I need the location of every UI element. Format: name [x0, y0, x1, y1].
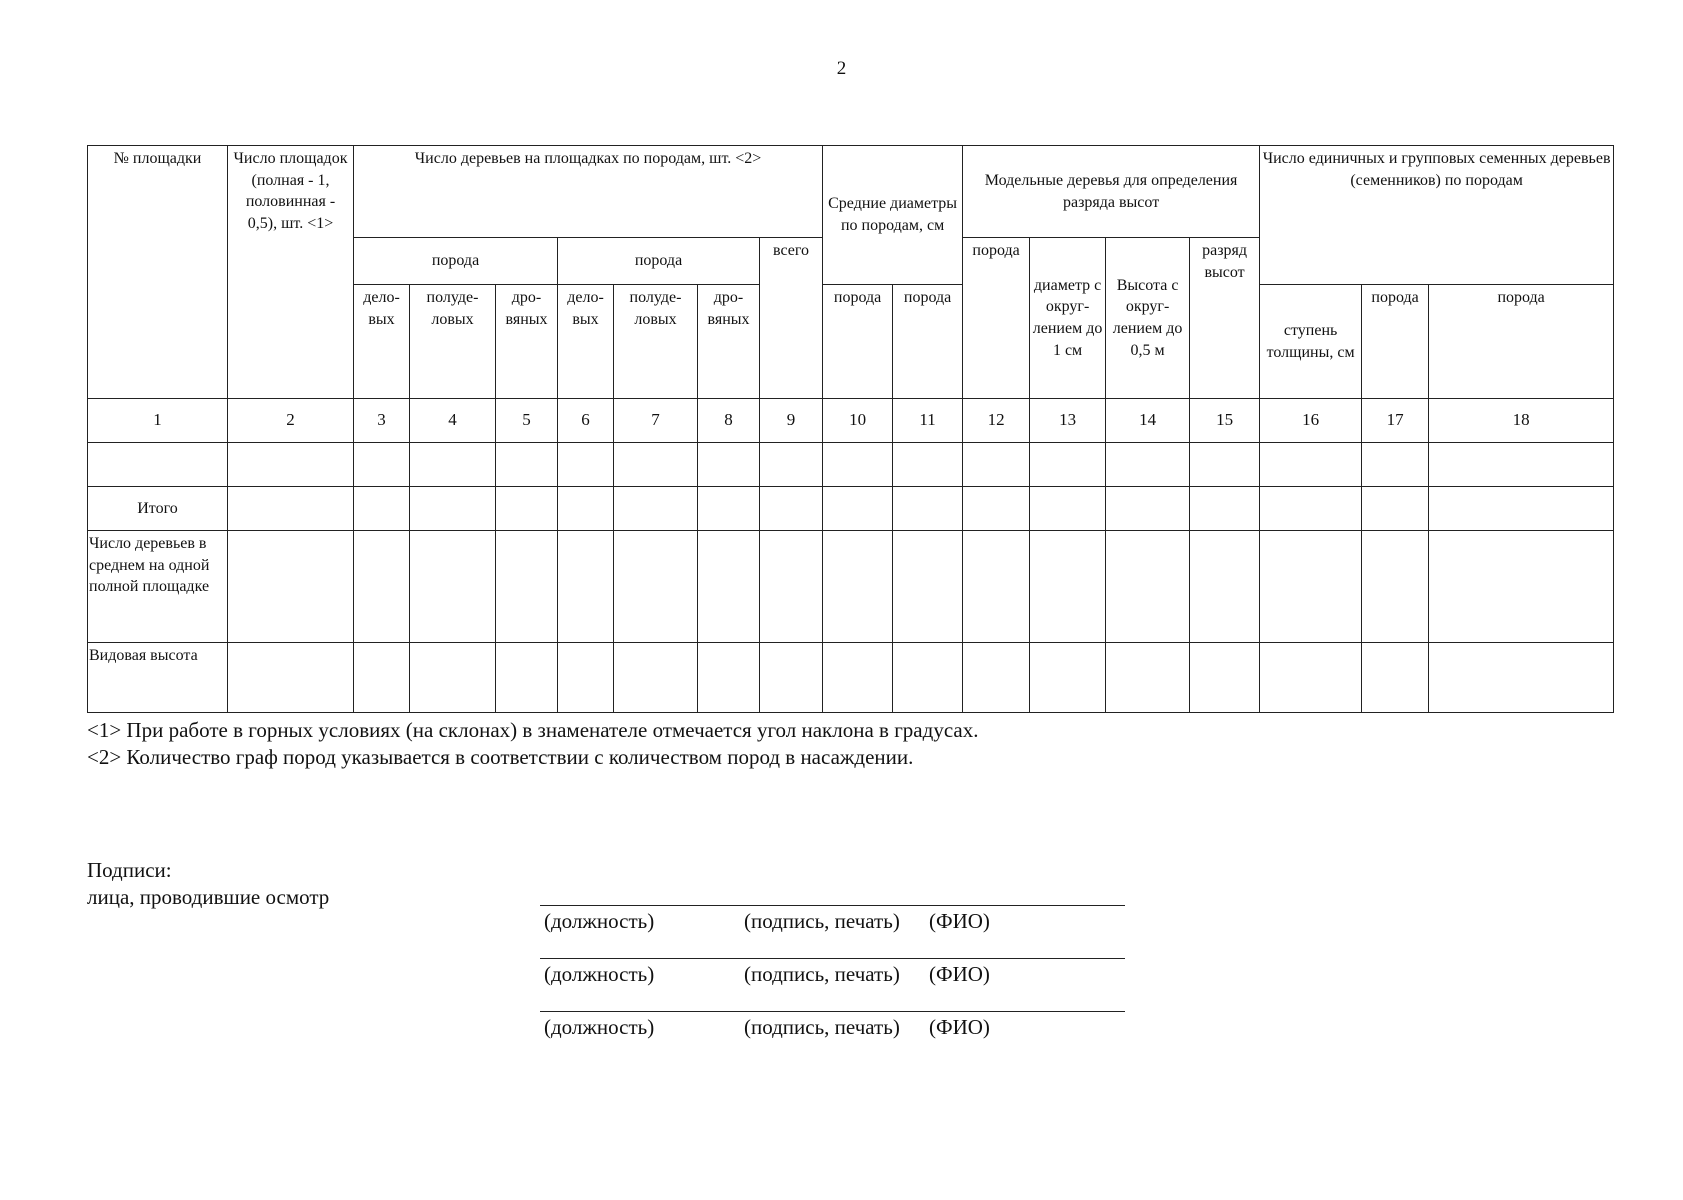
- signature-lines: [540, 905, 1125, 1064]
- header-species-a: порода: [354, 238, 558, 285]
- column-number: 10: [823, 399, 893, 443]
- header-avg-species-1: порода: [823, 285, 893, 399]
- header-seed-species-1: порода: [1362, 285, 1429, 399]
- page-number: 2: [836, 58, 847, 79]
- column-number: 16: [1260, 399, 1362, 443]
- row-label-avg-per-plot: Число деревьев в среднем на одной полной площадке: [88, 531, 228, 643]
- column-number: 2: [228, 399, 354, 443]
- footnote-1: <1> При работе в горных условиях (на склонах) в знаменателе отмечается угол наклона в градусах.: [87, 718, 979, 742]
- column-number: 12: [963, 399, 1030, 443]
- signatures-title: Подписи:: [87, 858, 172, 882]
- position-label: (должность): [540, 906, 740, 959]
- row-label-species-height: Видовая высота: [88, 643, 228, 713]
- signature-label: (подпись, печать): [740, 906, 925, 959]
- name-label: (ФИО): [925, 906, 1125, 959]
- column-number: 18: [1429, 399, 1614, 443]
- column-number: 11: [893, 399, 963, 443]
- header-commercial-a: дело-вых: [354, 285, 410, 399]
- header-model-diameter: диаметр с округ-лением до 1 см: [1030, 238, 1106, 399]
- header-commercial-b: дело-вых: [558, 285, 614, 399]
- header-plot-count: Число площадок (полная - 1, половинная - 0,5), шт. <1>: [228, 146, 354, 399]
- signatures-block: [87, 857, 329, 912]
- position-label: (должность): [540, 959, 740, 1012]
- header-avg-diameters: Средние диаметры по породам, см: [823, 146, 963, 285]
- header-trees-by-species: Число деревьев на площадках по породам, шт. <2>: [354, 146, 823, 238]
- header-model-species: порода: [963, 238, 1030, 399]
- column-number: 1: [88, 399, 228, 443]
- header-thickness-step: ступень толщины, см: [1260, 285, 1362, 399]
- column-number: 3: [354, 399, 410, 443]
- signature-row: [540, 906, 1125, 959]
- signature-label: (подпись, печать): [740, 1012, 925, 1065]
- avg-per-plot-row: [88, 531, 1614, 643]
- column-number: 13: [1030, 399, 1106, 443]
- header-model-trees: Модельные деревья для определения разряда высот: [963, 146, 1260, 238]
- row-label-total: Итого: [88, 487, 228, 531]
- signatures-subtitle: лица, проводившие осмотр: [87, 885, 330, 910]
- column-number: 14: [1106, 399, 1190, 443]
- total-row: [88, 487, 1614, 531]
- column-number: 17: [1362, 399, 1429, 443]
- signature-label: (подпись, печать): [740, 959, 925, 1012]
- inspection-table: [87, 145, 1614, 713]
- column-number: 5: [496, 399, 558, 443]
- empty-data-row: [88, 443, 1614, 487]
- signature-row: [540, 1012, 1125, 1065]
- header-total: всего: [760, 238, 823, 399]
- column-number: 4: [410, 399, 496, 443]
- header-model-height: Высота с округ-лением до 0,5 м: [1106, 238, 1190, 399]
- name-label: (ФИО): [925, 1012, 1125, 1065]
- species-height-row: [88, 643, 1614, 713]
- signature-row: [540, 959, 1125, 1012]
- column-number: 9: [760, 399, 823, 443]
- header-semi-commercial-a: полуде-ловых: [410, 285, 496, 399]
- column-number: 15: [1190, 399, 1260, 443]
- header-semi-commercial-b: полуде-ловых: [614, 285, 698, 399]
- header-height-class: разряд высот: [1190, 238, 1260, 399]
- header-firewood-a: дро-вяных: [496, 285, 558, 399]
- header-avg-species-2: порода: [893, 285, 963, 399]
- header-plot-no: № площадки: [88, 146, 228, 399]
- header-firewood-b: дро-вяных: [698, 285, 760, 399]
- header-seed-species-2: порода: [1429, 285, 1614, 399]
- column-number: 7: [614, 399, 698, 443]
- column-number: 8: [698, 399, 760, 443]
- column-number: 6: [558, 399, 614, 443]
- position-label: (должность): [540, 1012, 740, 1065]
- footnote-2: <2> Количество граф пород указывается в соответствии с количеством пород в насаждении.: [87, 745, 914, 769]
- header-seed-trees: Число единичных и групповых семенных деревьев (семенников) по породам: [1260, 146, 1614, 285]
- header-species-b: порода: [558, 238, 760, 285]
- name-label: (ФИО): [925, 959, 1125, 1012]
